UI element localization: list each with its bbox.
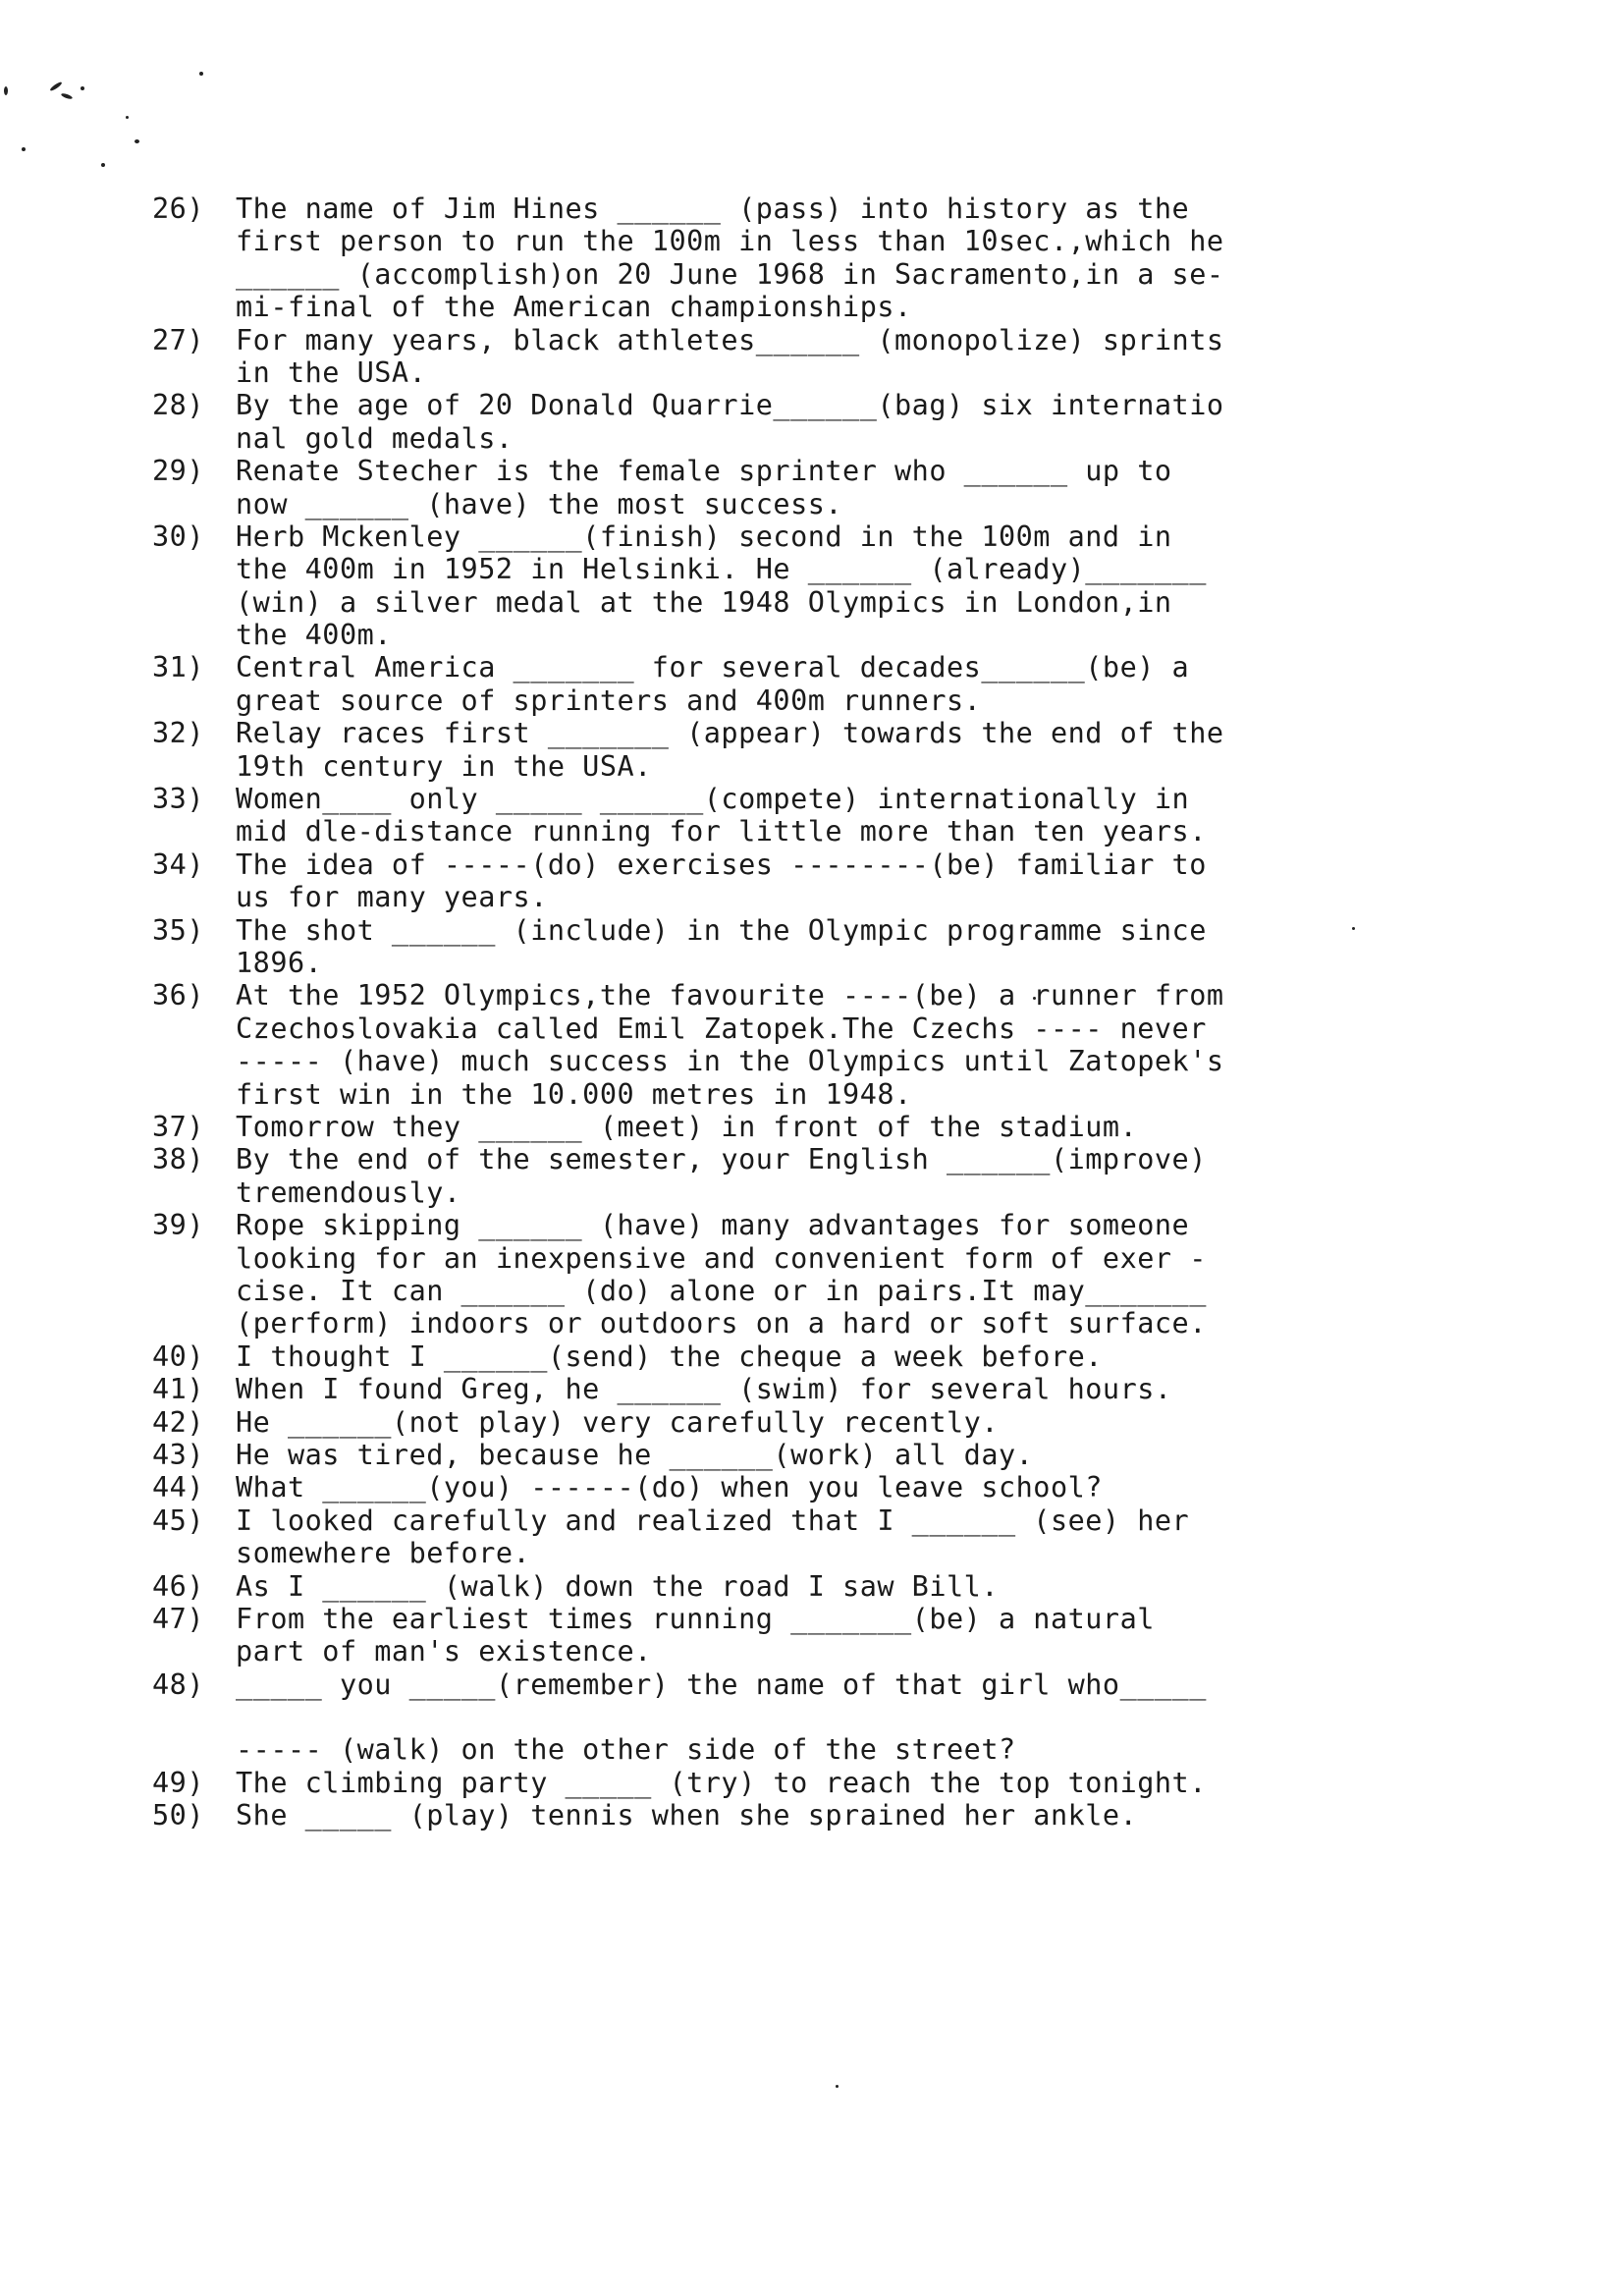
scan-speck: [81, 86, 84, 90]
exercise-item: [152, 1799, 1380, 1831]
exercise-number: 44): [152, 1471, 204, 1504]
scan-speck: [49, 81, 63, 91]
exercise-text: [236, 520, 1380, 652]
exercise-text: [236, 1439, 1380, 1471]
exercise-number: 37): [152, 1110, 204, 1143]
exercise-text: [236, 455, 1380, 520]
exercise-number: 43): [152, 1438, 204, 1471]
exercise-line: 1896.: [236, 946, 323, 979]
exercise-text: [236, 651, 1380, 717]
exercise-number: 34): [152, 847, 204, 881]
exercise-text: [236, 1603, 1380, 1668]
exercise-number: 27): [152, 323, 204, 356]
scan-speck: [199, 72, 203, 76]
exercise-text: [236, 1111, 1380, 1143]
exercise-item: [152, 651, 1380, 717]
exercise-text: [236, 914, 1380, 980]
exercise-line: The idea of -----(do) exercises --------(be) familiar to: [236, 847, 1207, 881]
exercise-line: The shot ______ (include) in the Olympic programme since: [236, 913, 1207, 947]
exercise-line: the 400m.: [236, 619, 392, 652]
exercise-line: first win in the 10.000 metres in 1948.: [236, 1077, 912, 1111]
exercise-line: great source of sprinters and 400m runners.: [236, 683, 982, 717]
exercise-text: [236, 1570, 1380, 1603]
exercise-item: [152, 1439, 1380, 1471]
exercise-line: the 400m in 1952 in Helsinki. He ______ (already)_______: [236, 553, 1207, 586]
exercise-number: 31): [152, 651, 204, 684]
exercise-line: in the USA.: [236, 355, 427, 389]
exercise-text: [236, 324, 1380, 390]
exercise-item: [152, 979, 1380, 1111]
exercise-line: Czechoslovakia called Emil Zatopek.The Czechs ---- never: [236, 1011, 1207, 1045]
exercise-line: At the 1952 Olympics,the favourite ----(be) a runner from: [236, 979, 1224, 1012]
exercise-line: I thought I ______(send) the cheque a week before.: [236, 1339, 1103, 1373]
exercise-number: 46): [152, 1569, 204, 1603]
exercise-number: 40): [152, 1339, 204, 1373]
exercise-number: 47): [152, 1602, 204, 1635]
exercise-line: cise. It can ______ (do) alone or in pairs.It may_______: [236, 1274, 1207, 1307]
exercise-text: [236, 1143, 1380, 1209]
exercise-line: nal gold medals.: [236, 421, 514, 455]
exercise-line: What ______(you) ------(do) when you leave school?: [236, 1471, 1103, 1504]
exercise-text: [236, 848, 1380, 914]
exercise-item: [152, 455, 1380, 520]
exercise-line: Tomorrow they ______ (meet) in front of the stadium.: [236, 1110, 1138, 1143]
exercise-line: Relay races first _______ (appear) towards the end of the: [236, 717, 1224, 750]
exercise-item: [152, 1373, 1380, 1405]
exercise-number: 28): [152, 389, 204, 422]
exercise-item: [152, 1504, 1380, 1570]
scan-speck: [836, 2085, 839, 2088]
exercise-line: Rope skipping ______ (have) many advantages for someone: [236, 1209, 1190, 1242]
exercise-number: 41): [152, 1373, 204, 1406]
exercise-number: 50): [152, 1799, 204, 1832]
exercise-line: first person to run the 100m in less than 10sec.,which he: [236, 225, 1224, 258]
exercise-line: Renate Stecher is the female sprinter who ______ up to: [236, 455, 1172, 488]
exercise-line: Herb Mckenley ______(finish) second in the 100m and in: [236, 519, 1172, 553]
exercise-item: [152, 1668, 1380, 1767]
exercise-number: 35): [152, 913, 204, 947]
exercise-number: 33): [152, 783, 204, 816]
exercise-line: mi-final of the American championships.: [236, 291, 912, 324]
exercise-item: [152, 1340, 1380, 1373]
exercise-text: [236, 717, 1380, 783]
exercise-line: When I found Greg, he ______ (swim) for several hours.: [236, 1373, 1172, 1406]
exercise-number: 26): [152, 192, 204, 225]
exercise-item: [152, 1111, 1380, 1143]
exercise-number: 32): [152, 717, 204, 750]
exercise-item: [152, 192, 1380, 324]
exercise-item: [152, 389, 1380, 455]
exercise-line: looking for an inexpensive and convenient form of exer -: [236, 1241, 1207, 1275]
exercise-number: 39): [152, 1209, 204, 1242]
scan-speck: [135, 139, 139, 143]
exercise-line: part of man's existence.: [236, 1635, 652, 1668]
exercise-text: [236, 1209, 1380, 1340]
exercise-item: [152, 520, 1380, 652]
exercise-number: 36): [152, 979, 204, 1012]
exercise-line: ______ (accomplish)on 20 June 1968 in Sacramento,in a se-: [236, 257, 1224, 291]
exercise-line: (perform) indoors or outdoors on a hard or soft surface.: [236, 1307, 1207, 1340]
exercise-line: As I ______ (walk) down the road I saw Bill.: [236, 1569, 999, 1603]
exercise-line: (win) a silver medal at the 1948 Olympics in London,in: [236, 585, 1172, 619]
exercise-line: By the end of the semester, your English ______(improve): [236, 1143, 1207, 1176]
exercise-line: mid dle-distance running for little more than ten years.: [236, 815, 1207, 848]
exercise-item: [152, 1471, 1380, 1503]
exercise-text: [236, 1799, 1380, 1831]
exercise-line: The climbing party _____ (try) to reach the top tonight.: [236, 1766, 1207, 1799]
exercise-text: [236, 1471, 1380, 1503]
exercise-item: [152, 914, 1380, 980]
exercise-item: [152, 783, 1380, 848]
exercise-line: ----- (have) much success in the Olympics until Zatopek's: [236, 1045, 1224, 1078]
exercise-line: From the earliest times running _______(be) a natural: [236, 1602, 1155, 1635]
exercise-line: 19th century in the USA.: [236, 749, 652, 783]
exercise-line: tremendously.: [236, 1175, 461, 1209]
exercise-line: She _____ (play) tennis when she sprained her ankle.: [236, 1799, 1138, 1832]
exercise-line: Central America _______ for several decades______(be) a: [236, 651, 1190, 684]
scan-speck: [61, 92, 74, 100]
exercise-line: somewhere before.: [236, 1537, 531, 1570]
exercise-number: 48): [152, 1667, 204, 1701]
exercise-text: [236, 1373, 1380, 1405]
exercise-line: Women____ only _____ ______(compete) internationally in: [236, 783, 1190, 816]
exercise-line: For many years, black athletes______ (monopolize) sprints: [236, 323, 1224, 356]
exercise-item: [152, 1570, 1380, 1603]
scan-speck: [101, 163, 105, 167]
exercise-text: [236, 389, 1380, 455]
exercise-item: [152, 1767, 1380, 1799]
exercise-number: 49): [152, 1766, 204, 1799]
exercise-line: By the age of 20 Donald Quarrie______(bag) six internatio: [236, 389, 1224, 422]
exercise-line: _____ you _____(remember) the name of that girl who_____: [236, 1667, 1207, 1701]
exercise-number: 42): [152, 1405, 204, 1439]
exercise-item: [152, 1603, 1380, 1668]
exercise-number: 30): [152, 519, 204, 553]
exercise-text: [236, 1340, 1380, 1373]
exercise-line: He ______(not play) very carefully recently.: [236, 1405, 999, 1439]
exercise-item: [152, 717, 1380, 783]
exercise-line: The name of Jim Hines ______ (pass) into history as the: [236, 192, 1190, 225]
exercise-item: [152, 848, 1380, 914]
exercise-item: [152, 324, 1380, 390]
exercise-text: [236, 979, 1380, 1111]
exercise-text: [236, 783, 1380, 848]
exercise-item: [152, 1406, 1380, 1439]
scan-speck: [22, 147, 26, 151]
exercise-text: [236, 1406, 1380, 1439]
exercise-line: us for many years.: [236, 881, 548, 914]
exercise-line: ----- (walk) on the other side of the street?: [236, 1733, 1016, 1767]
exercise-number: 45): [152, 1503, 204, 1537]
exercise-list: [152, 192, 1380, 1832]
exercise-number: 29): [152, 455, 204, 488]
exercise-line: [236, 1701, 1380, 1733]
scan-speck: [4, 86, 8, 95]
exercise-line: He was tired, because he ______(work) all day.: [236, 1438, 1034, 1471]
exercise-text: [236, 1668, 1380, 1767]
exercise-number: 38): [152, 1143, 204, 1176]
exercise-text: [236, 1767, 1380, 1799]
exercise-line: I looked carefully and realized that I ______ (see) her: [236, 1503, 1190, 1537]
exercise-item: [152, 1143, 1380, 1209]
exercise-item: [152, 1209, 1380, 1340]
exercise-text: [236, 192, 1380, 324]
scan-speck: [126, 116, 129, 119]
exercise-text: [236, 1504, 1380, 1570]
exercise-line: now ______ (have) the most success.: [236, 487, 843, 520]
